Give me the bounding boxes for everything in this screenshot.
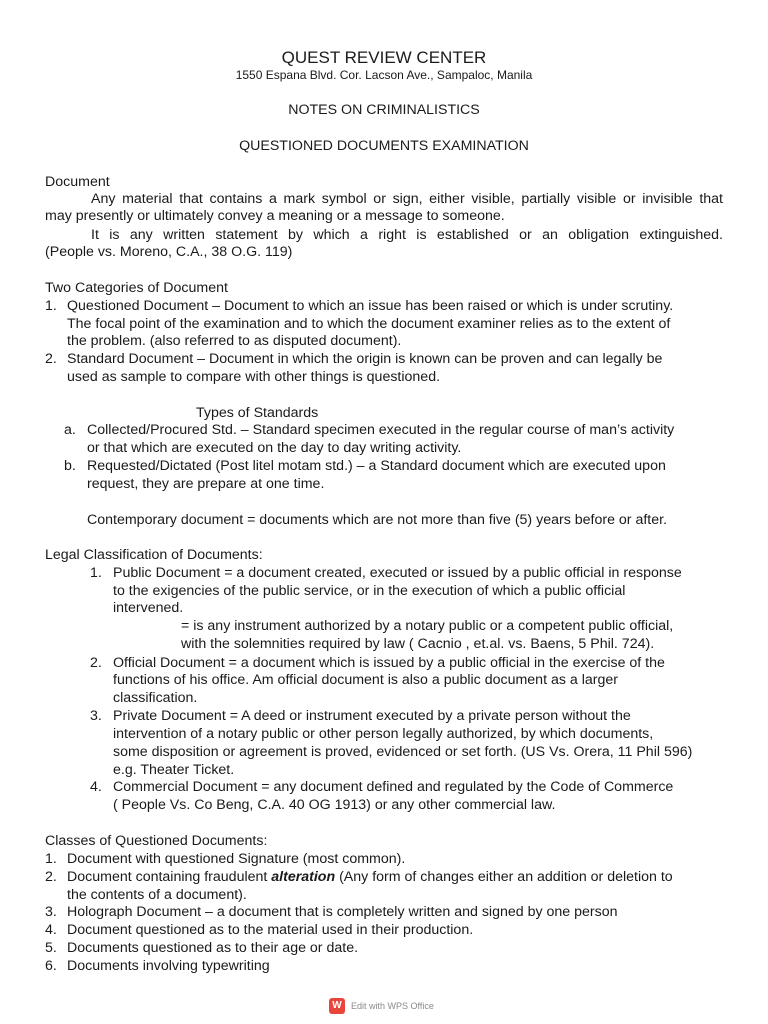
list-item-line: e.g. Theater Ticket. xyxy=(113,762,235,778)
document-def-line: Any material that contains a mark symbol or sign, either visible, partially visible or invisible that xyxy=(91,191,723,207)
list-item: Collected/Procured Std. – Standard specimen executed in the regular course of man’s activity xyxy=(87,422,675,438)
document-def-line: (People vs. Moreno, C.A., 38 O.G. 119) xyxy=(45,244,293,260)
list-item-line: some disposition or agreement is proved, evidenced or set forth. (US Vs. Orera, 11 Phil 596) xyxy=(113,744,693,760)
legal-heading: Legal Classification of Documents: xyxy=(45,547,263,563)
list-item: Standard Document – Document in which the origin is known can be proven and can legally be xyxy=(67,351,663,367)
list-item: Questioned Document – Document to which an issue has been raised or which is under scrutiny. xyxy=(67,298,674,314)
wps-logo-icon: W xyxy=(329,998,345,1014)
document-def-line: It is any written statement by which a right is established or an obligation extinguished. xyxy=(91,227,723,243)
center-title: QUEST REVIEW CENTER xyxy=(281,48,487,67)
notes-title: NOTES ON CRIMINALISTICS xyxy=(288,102,480,118)
list-item: Document with questioned Signature (most common). xyxy=(67,851,406,867)
list-item-line: classification. xyxy=(113,690,198,706)
term: Contemporary document xyxy=(87,512,244,528)
list-item-line: functions of his office. Am official document is also a public document as a larger xyxy=(113,672,618,688)
list-item: Document containing fraudulent alteration (Any form of changes either an addition or deletion to xyxy=(67,869,673,885)
list-item: Public Document = a document created, executed or issued by a public official in response xyxy=(113,565,682,581)
list-item-line: the contents of a document). xyxy=(67,887,247,903)
list-item: Documents questioned as to their age or date. xyxy=(67,940,359,956)
term: Holograph Document xyxy=(67,904,202,920)
list-item-line: = is any instrument authorized by a notary public or a competent public official, xyxy=(181,618,674,634)
list-number: 3. xyxy=(90,708,102,724)
categories-heading: Two Categories of Document xyxy=(45,280,228,296)
topic-title: QUESTIONED DOCUMENTS EXAMINATION xyxy=(239,138,529,154)
list-number: 1. xyxy=(45,851,57,867)
list-letter: a. xyxy=(64,422,76,438)
list-number: 2. xyxy=(45,351,57,367)
document-heading: Document xyxy=(45,174,110,190)
list-item-line: The focal point of the examination and to which the document examiner relies as to the extent of xyxy=(67,316,671,332)
list-number: 6. xyxy=(45,958,57,974)
wps-footer-text: Edit with WPS Office xyxy=(351,1001,434,1011)
list-number: 1. xyxy=(45,298,57,314)
contemporary-definition: Contemporary document = documents which are not more than five (5) years before or after. xyxy=(87,512,668,528)
list-item-line: used as sample to compare with other things is questioned. xyxy=(67,369,441,385)
list-item-line: intervened. xyxy=(113,600,184,616)
list-item-line: the problem. (also referred to as disputed document). xyxy=(67,333,402,349)
center-address: 1550 Espana Blvd. Cor. Lacson Ave., Sampaloc, Manila xyxy=(235,68,533,82)
term: Public Document xyxy=(113,565,221,581)
term: Questioned Document xyxy=(67,298,209,314)
list-item-line: ( People Vs. Co Beng, C.A. 40 OG 1913) or any other commercial law. xyxy=(113,797,556,813)
list-number: 2. xyxy=(90,655,102,671)
term: Private Document xyxy=(113,708,226,724)
term: Commercial Document xyxy=(113,779,258,795)
list-number: 4. xyxy=(90,779,102,795)
list-number: 5. xyxy=(45,940,57,956)
list-item-line: intervention of a notary public or other person legally authorized, by which documents, xyxy=(113,726,654,742)
list-item: Private Document = A deed or instrument executed by a private person without the xyxy=(113,708,631,724)
term: Official Document xyxy=(113,655,225,671)
list-item: Official Document = a document which is issued by a public official in the exercise of the xyxy=(113,655,665,671)
list-item: Holograph Document – a document that is completely written and signed by one person xyxy=(67,904,618,920)
classes-heading: Classes of Questioned Documents: xyxy=(45,833,268,849)
list-letter: b. xyxy=(64,458,76,474)
wps-footer[interactable] xyxy=(329,997,434,1015)
document-def-line: may presently or ultimately convey a meaning or a message to someone. xyxy=(45,208,505,224)
list-number: 2. xyxy=(45,869,57,885)
emphasis: alteration xyxy=(271,869,336,885)
list-item-line: to the exigencies of the public service, or in the execution of which a public official xyxy=(113,583,626,599)
list-item: Document questioned as to the material used in their production. xyxy=(67,922,474,938)
list-item-line: with the solemnities required by law ( Cacnio , et.al. vs. Baens, 5 Phil. 724). xyxy=(181,636,655,652)
list-number: 1. xyxy=(90,565,102,581)
list-number: 3. xyxy=(45,904,57,920)
list-item: Commercial Document = any document defined and regulated by the Code of Commerce xyxy=(113,779,674,795)
list-number: 4. xyxy=(45,922,57,938)
list-item-line: request, they are prepare at one time. xyxy=(87,476,325,492)
term: Standard Document xyxy=(67,351,194,367)
standards-heading: Types of Standards xyxy=(196,405,319,421)
list-item-line: or that which are executed on the day to day writing activity. xyxy=(87,440,462,456)
list-item: Documents involving typewriting xyxy=(67,958,270,974)
list-item: Requested/Dictated (Post litel motam std.) – a Standard document which are executed upon xyxy=(87,458,666,474)
